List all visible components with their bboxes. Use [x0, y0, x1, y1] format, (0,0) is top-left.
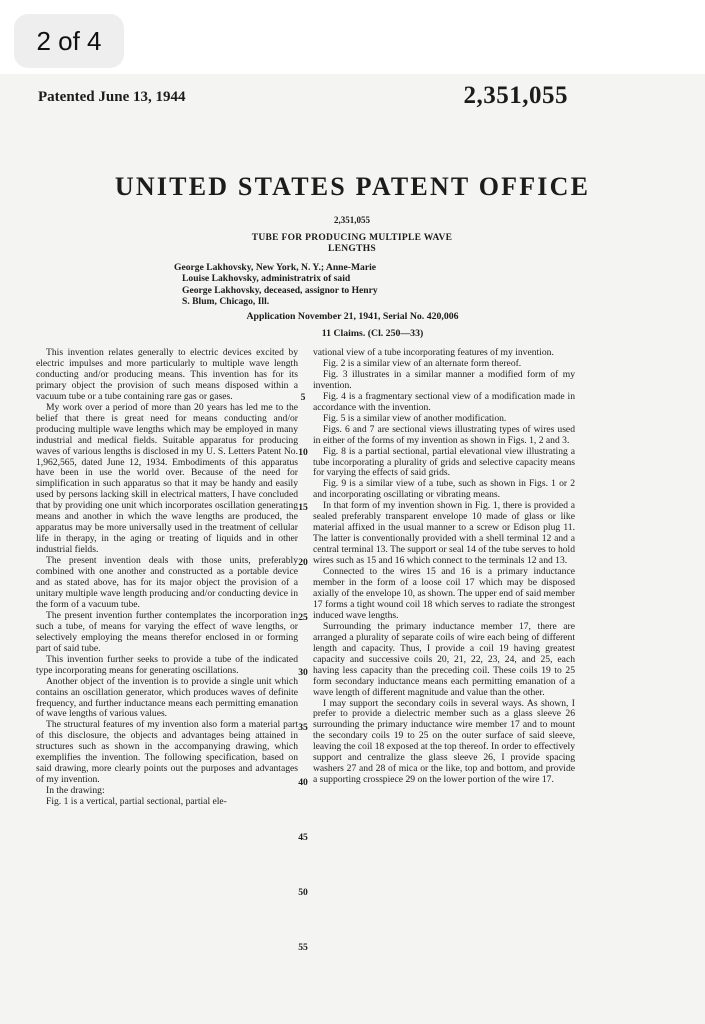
paragraph: Fig. 3 illustrates in a similar manner a modified form of my invention.: [313, 368, 575, 391]
paragraph: Fig. 2 is a similar view of an alternate form thereof.: [323, 357, 522, 369]
paragraph: Fig. 8 is a partial sectional, partial elevational view illustrating a tube incorporating a plurality of grids and selective capacity means for varying the effects of said grids.: [313, 445, 575, 479]
paragraph: Another object of the invention is to provide a single unit which contains an oscillation generator, which produces waves of definite frequency, and further inductance means each permitting emanation of wave lengths of various values.: [36, 675, 298, 720]
paragraph: In that form of my invention shown in Fig. 1, there is provided a sealed preferably transparent envelope 10 made of glass or like material affixed in the usual manner to a screw or Edison plug 11. The latter is conventionally provided with a shell terminal 12 and a central terminal 13. The support or seal 14 of the tube serves to hold wires such as 15 and 16 which connect to the terminals 12 and 13.: [313, 500, 575, 567]
paragraph: In the drawing:: [46, 785, 105, 797]
invention-title-line2: LENGTHS: [327, 244, 377, 254]
paragraph: vational view of a tube incorporating features of my invention.: [313, 347, 554, 358]
line-number: 5: [300, 392, 306, 403]
line-number: 45: [298, 832, 308, 843]
paragraph: Connected to the wires 15 and 16 is a primary inductance member in the form of a loose coil 17 which may be disposed axially of the envelope 10, as shown. The upper end of said member 17 forms a tight wound coil 18 which serves to radiate the strongest induced wave lengths.: [313, 566, 575, 621]
paragraph: Fig. 4 is a fragmentary sectional view of a modification made in accordance with the invention.: [313, 390, 575, 413]
patented-date: Patented June 13, 1944: [38, 89, 186, 105]
inventor-line: George Lakhovsky, New York, N. Y.; Anne-Marie: [174, 262, 376, 273]
line-number: 10: [298, 447, 308, 458]
paragraph: I may support the secondary coils in several ways. As shown, I prefer to provide a dielectric member such as a glass sleeve 26 surrounding the primary inductance wire member 17 and to mount the secondary coils 19 to 25 on the outer surface of said sleeve, leaving the coil 18 exposed at the top thereof. In order to effectively support and centralize the glass sleeve 26, I provide spacing washers 27 and 28 of mica or the like, top and bottom, and provide a supporting crosspiece 29 on the lower portion of the wire 17.: [313, 697, 575, 786]
line-number: 35: [298, 722, 308, 733]
line-number: 50: [298, 887, 308, 898]
line-number: 30: [298, 667, 308, 678]
page-indicator: 2 of 4: [14, 14, 124, 68]
paragraph: My work over a period of more than 20 years has led me to the belief that there is great need for means conducting and/or producing multiple wave lengths which may be employed in many industrial and medical fields. Suitable apparatus for producing waves of various lengths is disclosed in my U. S. Letters Patent No. 1,962,565, dated June 12, 1934. Embodiments of this apparatus have been in use the world over. Because of the need for simplification in such apparatus so that it may be handy and easily used by persons lacking skill in electrical matters, I have concluded that by providing one unit which incorporates oscillation generating means and another in which the wave lengths are produced, the apparatus may be more universally used in the treatment of cellular life in therapy, in the aging or treating of liquids and in other industrial fields.: [36, 401, 298, 556]
paragraph: This invention relates generally to electric devices excited by electric impulses and more particularly to multiple wave length conducting and/or producing means. This invention has for its primary object the provision of such means disposed within a vacuum tube or a tube containing rare gas or gases.: [36, 347, 298, 402]
inventor-line: Louise Lakhovsky, administratrix of said: [182, 273, 351, 285]
line-number: 25: [298, 612, 308, 623]
inventors-block: [174, 262, 454, 307]
left-text-column: [36, 348, 298, 808]
inventor-line: George Lakhovsky, deceased, assignor to Henry: [182, 284, 378, 296]
paragraph: The structural features of my invention also form a material part of this disclosure, the objects and advantages being attained in structures such as shown in the accompanying drawing, which exemplifies the invention. The following specification, based on said drawing, more clearly points out the purposes and advantages of my invention.: [36, 719, 298, 786]
paragraph: This invention further seeks to provide a tube of the indicated type incorporating means for generating oscillations.: [36, 653, 298, 676]
paragraph: Figs. 6 and 7 are sectional views illustrating types of wires used in either of the forms of my invention as shown in Figs. 1, 2 and 3.: [313, 423, 575, 446]
claims-line: 11 Claims. (Cl. 250—33): [321, 328, 424, 339]
office-heading: UNITED STATES PATENT OFFICE: [114, 172, 591, 201]
paragraph: Surrounding the primary inductance member 17, there are arranged a plurality of separate coils of wire each being of different length and capacity. Thus, I provide a coil 19 having greatest capacity and successive coils 20, 21, 22, 23, 24, and 25, each having less capacity than the preceding coil. These coils 19 to 25 form secondary inductance means each permitting emanation of a wave length of different magnitude and value than the other.: [313, 620, 575, 698]
patent-document-page: [0, 74, 705, 1024]
viewer-toolbar: [0, 0, 705, 74]
paragraph: The present invention deals with those units, preferably combined with one another and constructed as a portable device and as stated above, has for its major object the provision of a unitary multiple wave length producing and/or conducting device in the form of a vacuum tube.: [36, 555, 298, 610]
line-number: 55: [298, 942, 308, 953]
front-number: 2,351,055: [334, 215, 370, 225]
paragraph: The present invention further contemplates the incorporation in such a tube, of means for varying the effect of wave lengths, or selectively employing the means therefor enclosed in or forming part of said tube.: [36, 609, 298, 654]
title-block: [150, 215, 554, 255]
line-number: 20: [298, 557, 308, 568]
paragraph: Fig. 1 is a vertical, partial sectional, partial ele-: [46, 796, 227, 808]
paragraph: Fig. 9 is a similar view of a tube, such as shown in Figs. 1 or 2 and incorporating oscillating or vibrating means.: [313, 478, 575, 501]
application-line: Application November 21, 1941, Serial No. 420,006: [246, 311, 459, 322]
invention-title-line1: TUBE FOR PRODUCING MULTIPLE WAVE: [251, 233, 453, 243]
patent-number: 2,351,055: [463, 82, 568, 109]
line-number: 15: [298, 502, 308, 513]
paragraph: Fig. 5 is a similar view of another modification.: [323, 412, 507, 424]
line-number: 40: [298, 777, 308, 788]
right-text-column: [313, 348, 575, 786]
inventor-line: S. Blum, Chicago, Ill.: [182, 295, 270, 307]
